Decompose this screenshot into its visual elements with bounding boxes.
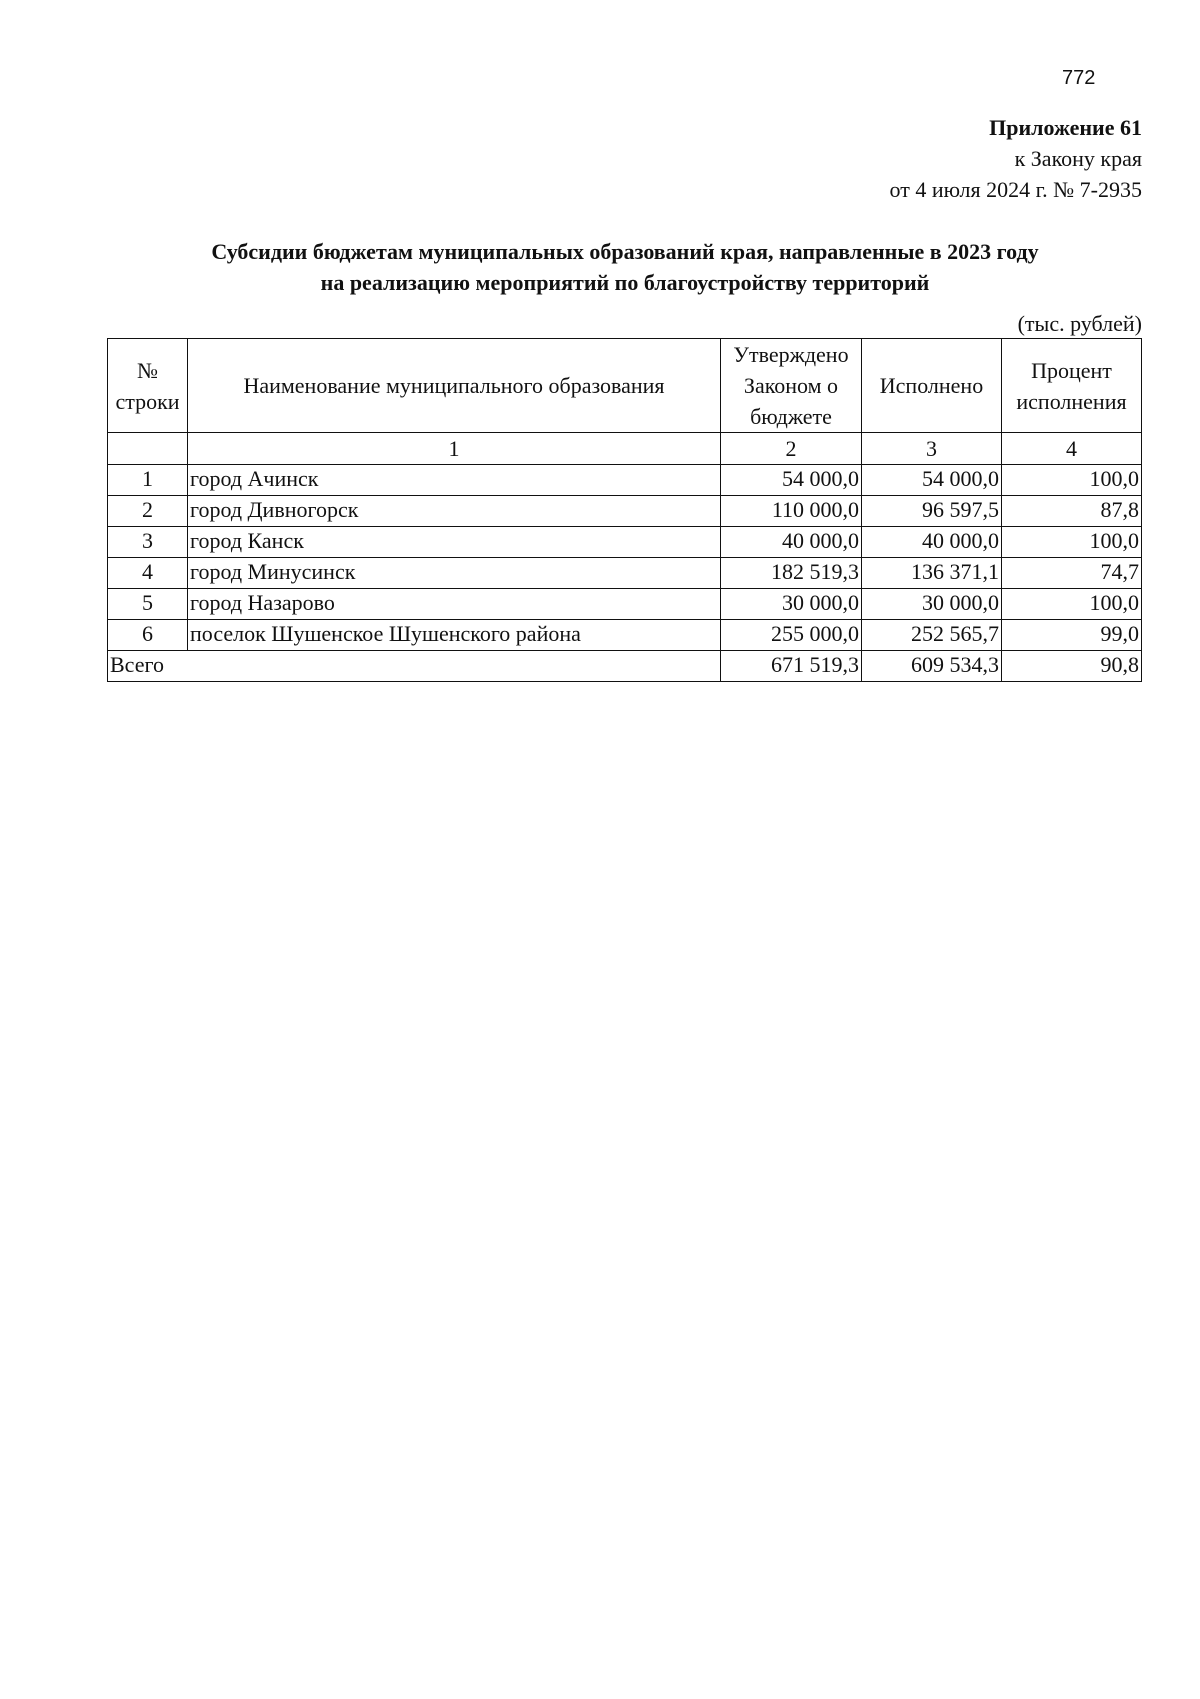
appendix-block — [890, 112, 1142, 205]
column-number — [108, 433, 188, 465]
percent-cell: 74,7 — [1002, 558, 1142, 589]
municipality-name-cell: город Минусинск — [188, 558, 721, 589]
municipality-name-cell: город Назарово — [188, 589, 721, 620]
row-number-cell: 4 — [108, 558, 188, 589]
header-row-number: № строки — [108, 339, 188, 433]
document-title — [0, 236, 1200, 298]
executed-cell: 30 000,0 — [862, 589, 1002, 620]
approved-cell: 182 519,3 — [721, 558, 862, 589]
table-row — [108, 558, 1142, 589]
appendix-law-reference: к Закону края — [1014, 146, 1142, 171]
percent-cell: 100,0 — [1002, 465, 1142, 496]
total-percent-cell: 90,8 — [1002, 651, 1142, 682]
column-number: 4 — [1002, 433, 1142, 465]
executed-cell: 136 371,1 — [862, 558, 1002, 589]
page-number: 772 — [1062, 67, 1096, 89]
approved-cell: 30 000,0 — [721, 589, 862, 620]
executed-cell: 54 000,0 — [862, 465, 1002, 496]
percent-cell: 99,0 — [1002, 620, 1142, 651]
header-municipality-name: Наименование муниципального образования — [188, 339, 721, 433]
column-number: 2 — [721, 433, 862, 465]
subsidies-table — [107, 338, 1142, 682]
approved-cell: 110 000,0 — [721, 496, 862, 527]
header-percent: Процент исполнения — [1002, 339, 1142, 433]
header-approved: Утверждено Законом о бюджете — [721, 339, 862, 433]
table-row — [108, 496, 1142, 527]
column-number: 1 — [188, 433, 721, 465]
row-number-cell: 1 — [108, 465, 188, 496]
executed-cell: 40 000,0 — [862, 527, 1002, 558]
row-number-cell: 2 — [108, 496, 188, 527]
appendix-law-date: от 4 июля 2024 г. № 7-2935 — [889, 177, 1142, 202]
table-row — [108, 527, 1142, 558]
executed-cell: 252 565,7 — [862, 620, 1002, 651]
approved-cell: 54 000,0 — [721, 465, 862, 496]
table-total-row — [108, 651, 1142, 682]
row-number-cell: 3 — [108, 527, 188, 558]
row-number-cell: 6 — [108, 620, 188, 651]
executed-cell: 96 597,5 — [862, 496, 1002, 527]
appendix-title: Приложение 61 — [989, 115, 1142, 140]
municipality-name-cell: город Канск — [188, 527, 721, 558]
table-row — [108, 465, 1142, 496]
total-executed-cell: 609 534,3 — [862, 651, 1002, 682]
table-row — [108, 589, 1142, 620]
document-title-line-1: Субсидии бюджетам муниципальных образований края, направленные в 2023 году — [211, 239, 1039, 264]
approved-cell: 40 000,0 — [721, 527, 862, 558]
percent-cell: 100,0 — [1002, 589, 1142, 620]
table-row — [108, 620, 1142, 651]
column-numbers-row — [108, 433, 1142, 465]
approved-cell: 255 000,0 — [721, 620, 862, 651]
municipality-name-cell: поселок Шушенское Шушенского района — [188, 620, 721, 651]
document-title-line-2: на реализацию мероприятий по благоустройству территорий — [320, 270, 930, 295]
percent-cell: 100,0 — [1002, 527, 1142, 558]
header-executed: Исполнено — [862, 339, 1002, 433]
municipality-name-cell: город Дивногорск — [188, 496, 721, 527]
units-label: (тыс. рублей) — [1017, 311, 1142, 336]
column-number: 3 — [862, 433, 1002, 465]
row-number-cell: 5 — [108, 589, 188, 620]
municipality-name-cell: город Ачинск — [188, 465, 721, 496]
percent-cell: 87,8 — [1002, 496, 1142, 527]
table-header-row — [108, 339, 1142, 433]
total-approved-cell: 671 519,3 — [721, 651, 862, 682]
total-label-cell: Всего — [108, 651, 721, 682]
